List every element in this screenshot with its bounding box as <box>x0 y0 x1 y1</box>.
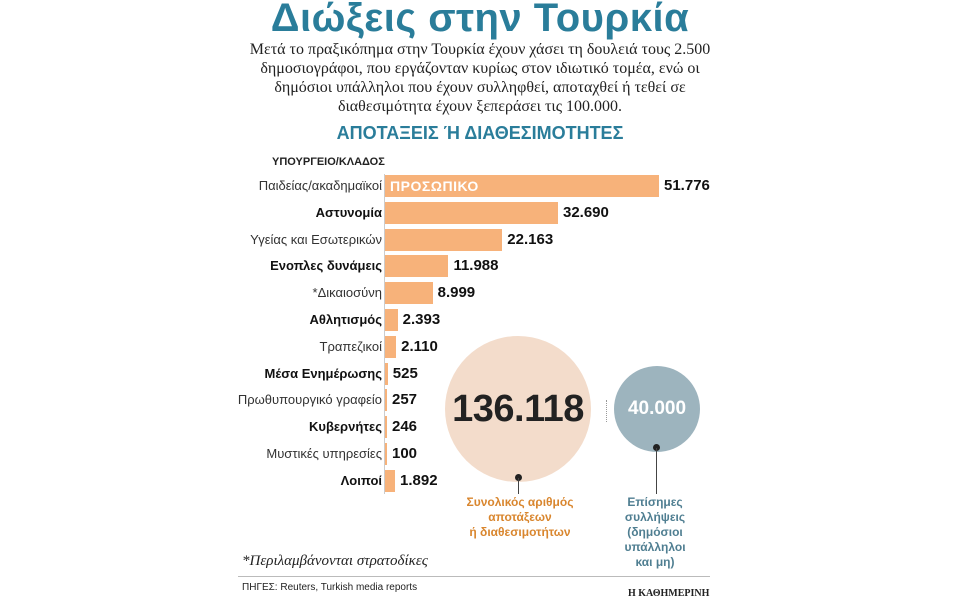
bar <box>385 336 396 358</box>
bar-value-label: 1.892 <box>400 471 438 489</box>
category-label: *Δικαιοσύνη <box>312 285 382 301</box>
bar <box>385 255 448 277</box>
category-label: Πρωθυπουργικό γραφείο <box>237 392 382 408</box>
arrests-caption-line: (δημόσιοι <box>627 525 683 539</box>
total-caption <box>455 495 585 540</box>
bar <box>385 363 388 385</box>
category-column-header: ΥΠΟΥΡΓΕΙΟ/ΚΛΑΔΟΣ <box>272 156 385 168</box>
total-caption-line: Συνολικός αριθμός <box>466 495 574 509</box>
category-label: Τραπεζικοί <box>319 338 382 354</box>
bar <box>385 202 558 224</box>
chart-subtitle: ΑΠΟΤΑΞΕΙΣ Ή ΔΙΑΘΕΣΙΜΟΤΗΤΕΣ <box>336 123 624 143</box>
bar-value-label: 257 <box>392 391 418 409</box>
bar-value-label: 246 <box>392 418 418 436</box>
bar-value-label: 525 <box>392 364 418 382</box>
bar-value-label: 22.163 <box>507 230 554 248</box>
chart-title: Διώξεις στην Τουρκία <box>270 0 690 40</box>
category-label: Αστυνομία <box>315 204 382 220</box>
total-pointer-line <box>518 478 519 494</box>
footer-divider <box>238 576 710 577</box>
arrests-caption-line: Επίσημες <box>627 495 683 509</box>
bar-value-label: 32.690 <box>562 203 609 221</box>
publisher-credit: Η ΚΑΘΗΜΕΡΙΝΗ <box>628 588 710 599</box>
total-caption-line: ή διαθεσιμοτήτων <box>469 525 571 539</box>
bar <box>385 309 398 331</box>
category-label: Κυβερνήτες <box>308 419 382 435</box>
bar <box>385 443 387 465</box>
category-label: Παιδείας/ακαδημαϊκοί <box>258 178 382 193</box>
category-label: Αθλητισμός <box>309 312 382 327</box>
arrests-caption-line: και μη) <box>635 555 675 569</box>
arrests-caption-line: υπάλληλοι <box>624 540 686 554</box>
arrests-caption-line: συλλήψεις <box>624 510 686 524</box>
bar-axis-line <box>384 174 385 494</box>
intro-text: Μετά το πραξικόπημα στην Τουρκία έχουν χάσει τη δουλειά τους 2.500 δημοσιογράφοι, που εργάζονταν κυρίως στον ιδιωτικό τομέα, ενώ οι δημόσιοι υπάλληλοι που έχουν συλληφθεί, αποταχθεί ή τεθεί σε διαθεσιμότητα έχουν ξεπεράσει τις 100.000. <box>249 41 711 115</box>
bar-value-label: 2.393 <box>402 311 441 328</box>
circle-separator <box>606 400 608 422</box>
bar <box>385 229 502 251</box>
arrests-value: 40.000 <box>627 398 687 419</box>
bar-value-label: 11.988 <box>453 257 499 275</box>
total-circle <box>445 336 591 482</box>
arrests-circle <box>614 366 700 452</box>
category-label: Μέσα Ενημέρωσης <box>264 365 382 381</box>
series-label: ΠΡΟΣΩΠΙΚΟ <box>390 178 479 194</box>
arrests-caption <box>605 495 705 570</box>
bar <box>385 282 433 304</box>
arrests-pointer-line <box>656 448 657 494</box>
total-value: 136.118 <box>452 387 584 430</box>
category-label: Ενοπλες δυνάμεις <box>270 258 382 274</box>
total-caption-line: αποτάξεων <box>488 510 552 524</box>
footnote: *Περιλαμβάνονται στρατοδίκες <box>242 553 428 569</box>
sources: ΠΗΓΕΣ: Reuters, Turkish media reports <box>242 582 418 593</box>
category-label: Λοιποί <box>340 472 382 488</box>
bar-value-label: 2.110 <box>401 337 438 355</box>
bar <box>385 389 387 411</box>
category-label: Μυστικές υπηρεσίες <box>266 446 382 461</box>
bar-value-label: 51.776 <box>664 177 710 194</box>
bar <box>385 416 387 438</box>
bar-value-label: 8.999 <box>437 284 476 302</box>
category-label: Υγείας και Εσωτερικών <box>250 231 382 247</box>
bar <box>385 470 395 492</box>
bar-value-label: 100 <box>392 445 418 462</box>
